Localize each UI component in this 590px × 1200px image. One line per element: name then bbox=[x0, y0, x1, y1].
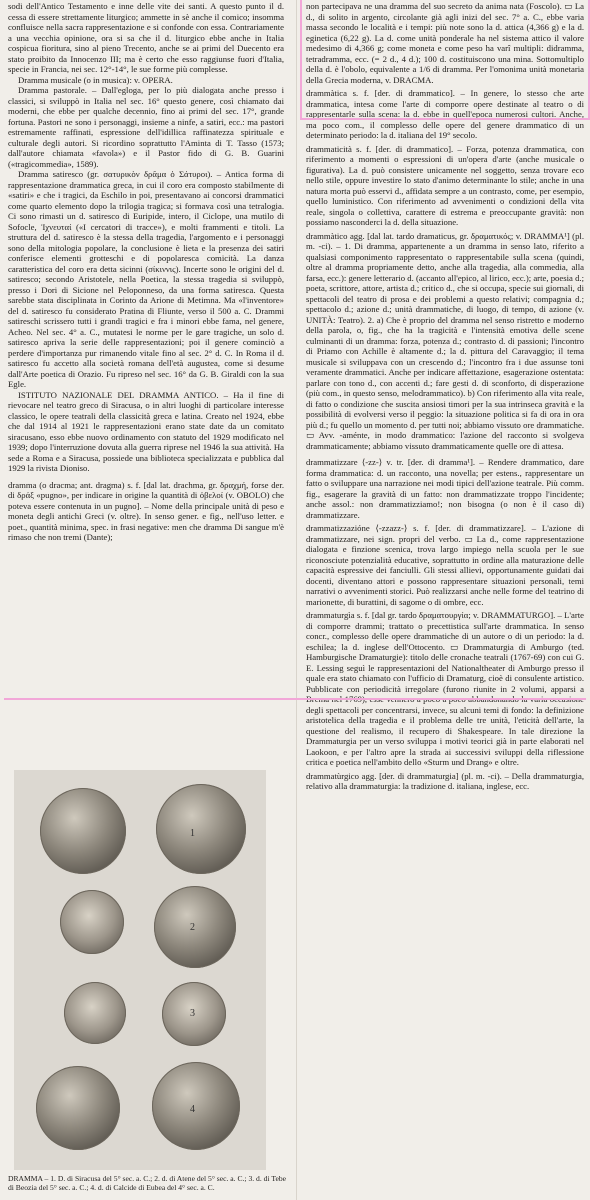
headword-drammatica: drammàtica s. f. [der. di drammatico]. – In genere, lo stesso che arte drammatica, intesa come l'arte di comporre opere destinate al teatro o di rappresentarle sulla scena: la d. ebbe in quell'epoca numerosi cultori. Anche, ma poco com., il complesso delle opere del genere drammatico di un determinato periodo: la d. italiana del 19° secolo. bbox=[306, 88, 584, 140]
coin-image bbox=[154, 886, 236, 968]
coin-image bbox=[156, 784, 246, 874]
figure-number: 2 bbox=[190, 922, 195, 933]
entry-paragraph: Dramma satiresco (gr. σατυρικὸν δρᾶμα ὁ Σάτυροι). – Antica forma di rappresentazione drammatica greca, in cui il coro era composto stabilmente di «satiri» e che i tragici, da Eschilo in poi, presentavano ai concorsi drammatici come quarto elemento dopo la trilogia tragica; si formava così una tetralogia. Ci sono rimasti un d. satiresco di Euripide, intero, il Ciclope, una mutilo di Sofocle, Ἰχνευταί («I cercatori di tracce»), e molti frammenti e titoli. La struttura del d. satiresco è la stessa della tragedia, l'argomento e i personaggi sono della mitologia popolare, la conclusione è lieta e la presenza dei satiri conferisce elementi grotteschi e di popolaresca comicità. La danza caratteristica del coro era detta sicinni (σίκιννις). Incerte sono le origini del d. satiresco; secondo Aristotele, nella Poetica, la stessa tragedia si sviluppò, presso i Dori di Sicione nel Peloponneso, da una forma satiresca. Questa sarebbe stata disciplinata in Corinto da Arione di Metimna. Ma «l'inventore» del d. satiresco fu considerato Pratina di Fliunte, verso il 500 a. C. Drammi satireschi scrissero tutti i grandi tragici e fra i minori ebbe fama, nel genere, Acheo. Nel sec. 4° a. C., mutatesi le norme per le gare tragiche, un solo d. satiresco apriva la serie delle rappresentazioni; poi il genere cominciò a perdere d'importanza pur rimanendo vitale fino al sec. 2° d. C. In Roma il d. satiresco fu accetto alla società romana dell'età augustea, come si desume dall'Arte poetica di Orazio. Fu ripreso nel sec. 16° da G. B. Giraldi con la sua Egle. bbox=[8, 169, 284, 389]
entry-paragraph: Dramma musicale (o in musica): v. OPERA. bbox=[18, 74, 173, 85]
figure-number: 3 bbox=[190, 1008, 195, 1019]
entry-paragraph: non partecipava ne una dramma del suo secreto da anima nata (Foscolo). ▭ La d., di solito in argento, circolante già agli inizi del sec. 7° a. C., ebbe varia massa secondo le località e i tempi: più note sono la d. attica (4,366 g) e la d. eginetica (6,22 g). La d. come unità ponderale ha nel sistema attico il valore medesimo di 4,366 g; come moneta e come peso ha varî multipli: didramma, tetradramma, ecc. (= 2 d., 4 d.); 100 d. costituiscono una mina. Sottomultiplo della d. è l'obolo, equivalente a 1/6 di dramma. Per l'omonima unità monetaria della Grecia moderna, v. DRACMA. bbox=[306, 1, 584, 85]
coin-image bbox=[64, 982, 126, 1044]
headword-drammaturgia: drammaturgìa s. f. [dal gr. tardo δραματουργία; v. DRAMMATURGO]. – L'arte di comporre drammi; trattato o precettistica sull'arte drammatica. In senso concr., complesso delle opere drammatiche di un autore o di un periodo: la d. eschilea; la d. inglese dell'Ottocento. ▭ Drammaturgia di Amburgo (ted. Hamburgische Dramaturgie): titolo delle cronache teatrali (1767-69) con cui G. E. Lessing seguì le rappresentazioni del Nationaltheater di Amburgo presso il quale era stato chiamato con l'ufficio di Dramaturg, cioè di consulente artistico. Pubblicate con periodicità irregolare (furono riunite in 2 volumi, apparsi a Brema nel 1769), esse vennero a poco a poco abbandonando la varia occasione degli spettacoli per concentrarsi, invece, su alcuni temi di fondo: la definizione aristotelica della tragedia e il problema delle tre unità, l'eticità dell'arte, la questione del realismo, il recupero di Shakespeare. In tale direzione la Drammaturgia per un verso sviluppa i motivi teorici già in parte elaborati nel Laokoon, e per l'altro apre la strada ai successivi sviluppi della riflessione critica e poetica nell'ambito dello «Sturm und Drang» e oltre. bbox=[306, 610, 584, 767]
column-gutter bbox=[296, 0, 297, 1200]
headword-drammatico: drammàtico agg. [dal lat. tardo dramaticus, gr. δραματικός; v. DRAMMA¹] (pl. m. -ci). – 1. Di dramma, appartenente a un dramma in senso lato, riferito a qualsiasi componimento rappresentato o rappresentabile sulla scena (quindi, oltre al dramma propriamente detto, anche alla tragedia, alla commedia, alla farsa, ecc.): genere letterario d. (accanto all'epico, al lirico, ecc.); arte, poesia d.; poeta, scrittore, attore, artista d.; critico d., che si occupa, specie sui giornali, di spettacoli del teatro di prosa e dei problemi a questo relativi; compagnia d.; spettacolo d.; azione d.; unità drammatiche, di luogo, di tempo, di azione (v. UNITÀ: Teatro). 2. a) Che è proprio del dramma nel senso ristretto e moderno della parola, o, fig., che ha la tragicità e l'intensità emotiva delle scene culminanti di un dramma: forza, potenza d.; contrasto d. di passioni; l'incontro di Priamo con Achille è altamente d.; la d. pittura del Caravaggio; il tema musicale si sviluppava con un crescendo d.; l'incontro fra i due assunse toni veramente drammatici. Anche per indicare affettazione, esagerazione ostentata: parlare con tono d., con accenti d.; fare gesti d. di sconforto, di disperazione (più com., in questo senso, melodrammatico). b) Con riferimento alla vita reale, di fatto o condizione che suscita ansiosi timori per la sua intrinseca gravità e la possibilità di evolversi verso il peggio: la situazione politica si fa di ora in ora più d.; fu quello un momento d. per tutti noi; abbiamo vissuto ore drammatiche. ▭ Avv. -aménte, in modo drammatico: l'azione del racconto si svolgeva drammaticamente; abbiamo vissuto drammaticamente quelle ore di attesa. bbox=[306, 230, 584, 451]
headword-drammatizzazione: drammatizzazióne ⟨-zzazz-⟩ s. f. [der. di drammatizzare]. – L'azione di drammatizzare, nei sign. propri del verbo. ▭ La d., come rappresentazione dialogata e finzione scenica, trova largo impiego nella scuola per le sue riconosciute potenzialità educative, soprattutto in ordine alla maturazione delle capacità espressive dei fanciulli. Gli stessi allievi, opportunamente guidati dai docenti, diventano attori e possono rappresentare situazioni personali, temi narrativi o avvenimenti storici. Può realizzarsi anche nelle forme del teatrino di marionette, di burattini, di sagome o di ombre, ecc. bbox=[306, 523, 584, 607]
coin-image bbox=[60, 890, 124, 954]
coin-image bbox=[36, 1066, 120, 1150]
entry-paragraph: sodi dell'Antico Testamento e inne delle vite dei santi. A questo punto il d. cessa di essere strettamente liturgico; ammette in sè anche il comico; insomma confluisce nella sacra rappresentazione e si confonde con essa. Contrariamente a una vecchia opinione, ora si sa che il d. liturgico ebbe anche in Italia cospicua fioritura, sino al pieno Trecento, anche se ai primi del Duecento era stato proibito da Innocenzo III; ma è certo che esso raggiunse fuori d'Italia, specie in Francia, nei sec. 12°-14°, le sue forme più complesse. bbox=[8, 1, 284, 74]
coin-image bbox=[40, 788, 126, 874]
figure-number: 4 bbox=[190, 1104, 195, 1115]
figure-caption: DRAMMA – 1. D. di Siracusa del 5° sec. a. C.; 2. d. di Atene del 5° sec. a. C.; 3. d. di Tebe di Beozia del 5° sec. a. C.; 4. d. di Calcide di Eubea del 4° sec. a. C. bbox=[8, 1174, 286, 1193]
coin-image bbox=[152, 1062, 240, 1150]
coin-plate bbox=[14, 770, 266, 1170]
headword-drammatizzare: drammatizzare ⟨-zz-⟩ v. tr. [der. di dramma¹]. – Rendere drammatico, dare forma drammatica: d. un racconto, una novella; per estens., rappresentare un fatto o sviluppare una narrazione nei modi tipici dell'azione teatrale. Più comm. fig., esagerare la gravità di un fatto: non drammatizzate troppo l'incidente; anche assol.: non drammatizziamo!; non bisogna (o non è il caso di) drammatizzare. bbox=[306, 457, 584, 520]
left-column bbox=[8, 0, 284, 543]
entry-paragraph: Dramma pastorale. – Dall'egloga, per lo più dialogata anche presso i classici, si sviluppò in Italia nel sec. 16° questo genere, così chiamato dai moderni, che ebbe per qualche decennio, fino ai primi del sec. 17°, grande fortuna. Pastori ne sono i personaggi, insieme a ninfe, a satiri, ecc.: ma pastori estremamente raffinati, espressione dell'idillica raffinatezza spirituale e culturale degli autori. Si ricordino soprattutto l'Aminta di T. Tasso (1573; dall'autore chiamata «favola») e il Pastor fido di G. B. Guarini («tragicommedia», 1589). bbox=[8, 85, 284, 169]
headword-dramma: dramma (o dracma; ant. dragma) s. f. [dal lat. drachma, gr. δραχμή, forse der. di δράξ «pugno», per indicare in origine la quantità di ὀβελοί (v. OBOLO) che poteva essere contenuta in un pugno]. – Nome della principale unità di peso e moneta degli antichi Greci (v. oltre). In senso gener. e fig., nell'uso letter. e poet., quantità minima, spec. in frasi negative: men che dramma Di sangue m'è rimaso che non tremi (Dante); bbox=[8, 479, 284, 542]
right-column bbox=[306, 0, 584, 792]
figure-number: 1 bbox=[190, 828, 195, 839]
headword-drammaticita: drammaticità s. f. [der. di drammatico]. – Forza, potenza drammatica, con riferimento a momenti o espressioni di un'opera d'arte (anche musicale o figurativa). La d. può consistere unicamente nel soggetto, senza trovare eco nello stile, oppure investire lo stato d'animo determinante lo stile; anche in una natura morta può esservi d., affidata sempre a un contrasto, come, per esempio, quello luministico. Con riferimento ad avvenimenti o condizioni della vita reale, singola o collettiva, carattere di estrema e preoccupante gravità: non possiamo nasconderci la d. della situazione. bbox=[306, 143, 584, 227]
entry-paragraph: ISTITUTO NAZIONALE DEL DRAMMA ANTICO. – Ha il fine di rievocare nel teatro greco di Siracusa, o in altri luoghi di particolare interesse classico, le opere teatrali della classicità greca e latina. Creato nel 1924, ebbe che dal 1914 al 1921 le rappresentazioni erano state date da un comitato siracusano, esso ebbe nuovo ordinamento con statuto del 1929 modificato nel 1939; dopo l'interruzione dovuta alla guerra riprese nel 1946 la sua attività. Ha sede a Roma e a Siracusa, possiede una biblioteca specializzata e pubblica dal 1929 la rivista Dioniso. bbox=[8, 389, 284, 473]
headword-drammaturgico: drammatùrgico agg. [der. di drammaturgia] (pl. m. -ci). – Della drammaturgia, relativo alla drammaturgia: la tradizione d. italiana, inglese, ecc. bbox=[306, 770, 584, 791]
